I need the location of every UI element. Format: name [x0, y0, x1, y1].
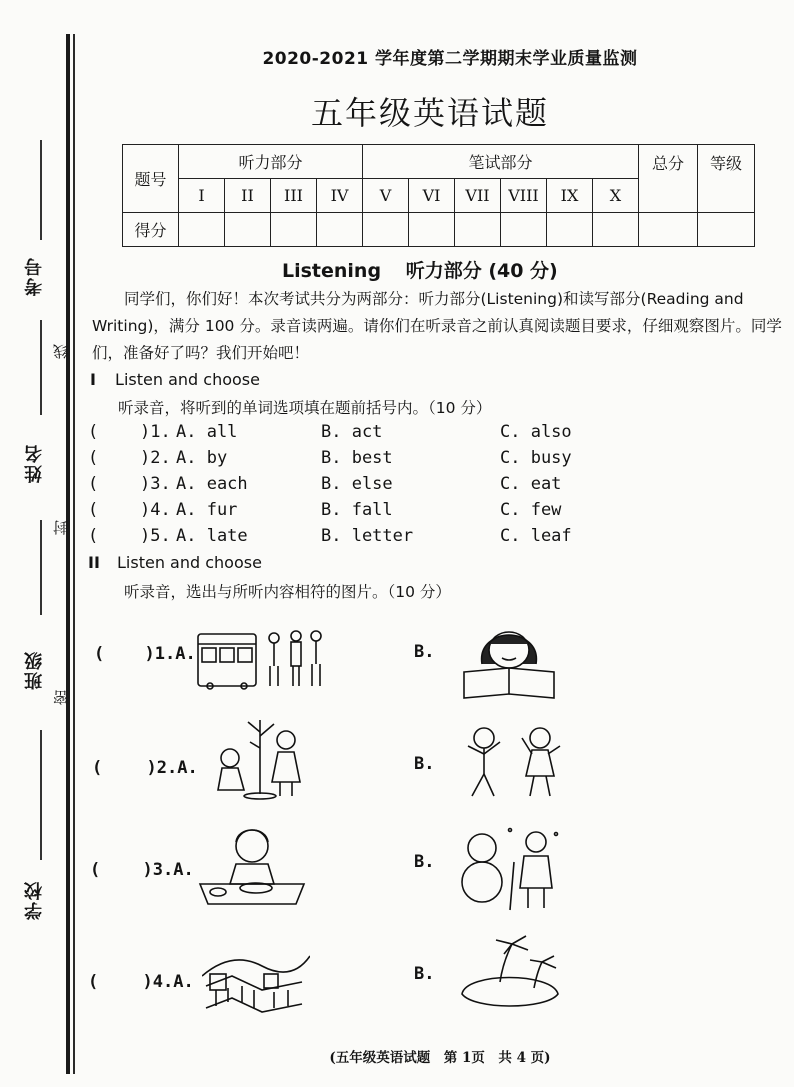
great-wall-picture[interactable]	[202, 946, 310, 1016]
bus-window	[202, 648, 216, 662]
col-header: X	[593, 179, 639, 213]
score-cell[interactable]	[179, 213, 225, 247]
palm-leaves	[530, 956, 556, 968]
answer-paren[interactable]: (	[88, 972, 99, 992]
bowl	[210, 888, 226, 896]
score-cell[interactable]	[363, 213, 409, 247]
col-header: VII	[455, 179, 501, 213]
score-cell[interactable]	[547, 213, 593, 247]
answer-paren[interactable]: (	[88, 474, 99, 494]
kids-exercising-picture[interactable]	[460, 724, 566, 800]
exercising-girl	[522, 728, 560, 796]
col-header: IX	[547, 179, 593, 213]
question-row	[88, 448, 778, 472]
wall-bricks	[216, 986, 288, 1008]
table	[200, 884, 304, 904]
intro-paragraph: 同学们，你们好！本次考试共分为两部分：听力部分(Listening)和读写部分(Reading and Writing)，满分 100 分。录音读两遍。请你们在听录音之前认真阅读题目要求，仔细观察图片。同学们，准备好了吗？我们开始吧！	[92, 290, 782, 362]
bus-window	[238, 648, 252, 662]
score-cell[interactable]	[317, 213, 363, 247]
part2-number: II	[88, 553, 100, 572]
question-number: )4.	[140, 500, 171, 520]
answer-paren[interactable]: (	[92, 758, 103, 778]
tree-branches	[248, 722, 274, 748]
question-number: )1.	[140, 422, 171, 442]
snowflake	[509, 829, 512, 832]
exercising-boy	[468, 728, 500, 796]
seal-char-line: 线	[52, 344, 70, 359]
exam-no-label: 考号	[24, 256, 45, 296]
option-c: C. also	[500, 422, 572, 442]
kid-figure	[311, 631, 321, 686]
binding-rule-thick	[66, 34, 70, 1074]
option-b: B. fall	[321, 500, 393, 520]
option-b: B. best	[321, 448, 393, 468]
wall-top	[206, 976, 302, 990]
score-cell[interactable]	[271, 213, 317, 247]
shovel	[510, 862, 514, 910]
palm-island-picture[interactable]	[456, 932, 564, 1012]
mountain-ridge	[202, 956, 310, 976]
option-c: C. eat	[500, 474, 562, 494]
grade-cell[interactable]	[698, 213, 755, 247]
option-a: A. all	[176, 422, 238, 442]
school-blank[interactable]	[40, 730, 42, 860]
question-number: )2.A.	[146, 758, 198, 778]
option-b-label: B.	[414, 852, 435, 872]
col-header: V	[363, 179, 409, 213]
class-label: 班级	[24, 650, 45, 690]
planting-tree-picture[interactable]	[208, 712, 306, 800]
question-row	[88, 422, 778, 446]
item-label-cell: 题号	[123, 145, 179, 213]
writing-group-header: 笔试部分	[363, 145, 639, 179]
option-b-label: B.	[414, 642, 435, 662]
option-b: B. letter	[321, 526, 414, 546]
col-header: VI	[409, 179, 455, 213]
question-row	[88, 500, 778, 524]
score-cell[interactable]	[501, 213, 547, 247]
page-footer: (五年级英语试题 第 1页 共 4 页)	[329, 1050, 551, 1066]
page-title: 五年级英语试题	[310, 94, 549, 132]
option-b: B. act	[321, 422, 383, 442]
kid-in-winter-clothes	[520, 832, 552, 908]
name-label: 姓名	[24, 443, 45, 483]
exam-no-blank[interactable]	[40, 140, 42, 240]
col-header: VIII	[501, 179, 547, 213]
exam-subtitle: 2020-2021 学年度第二学期期末学业质量监测	[262, 49, 638, 69]
kneeling-boy	[218, 749, 244, 790]
col-header: IV	[317, 179, 363, 213]
snowman-head	[468, 834, 496, 862]
part2-instruction: 听录音，选出与所听内容相符的图片。（10 分）	[124, 583, 451, 601]
answer-paren[interactable]: (	[90, 860, 101, 880]
total-header: 总分	[639, 145, 698, 213]
listening-group-header: 听力部分	[179, 145, 363, 179]
bus-body	[198, 634, 256, 686]
question-row	[88, 526, 778, 550]
snowman-kid-picture[interactable]	[458, 822, 562, 914]
watchtower	[264, 974, 278, 988]
bus-window	[220, 648, 234, 662]
section-heading-en: Listening	[282, 260, 382, 282]
kid-figure	[269, 633, 279, 686]
option-b-label: B.	[414, 964, 435, 984]
answer-paren[interactable]: (	[88, 526, 99, 546]
standing-girl	[272, 731, 300, 796]
face	[236, 830, 268, 862]
snowman-body	[462, 862, 502, 902]
palm-trunk	[534, 962, 542, 988]
option-c: C. few	[500, 500, 562, 520]
snowflake	[555, 833, 558, 836]
part2-title-text: Listen and choose	[117, 553, 262, 572]
option-a: A. fur	[176, 500, 238, 520]
pic-question	[92, 758, 198, 778]
option-c: C. busy	[500, 448, 572, 468]
question-number: )5.	[140, 526, 171, 546]
seal-char-seal: 封	[52, 520, 70, 535]
col-header: III	[271, 179, 317, 213]
binding-rule-thin	[73, 34, 75, 1074]
name-blank[interactable]	[40, 320, 42, 415]
option-a: A. late	[176, 526, 248, 546]
answer-paren[interactable]: (	[94, 644, 105, 664]
part2-title	[88, 553, 262, 572]
part1-number: I	[90, 370, 96, 389]
question-number: )1.A.	[144, 644, 196, 664]
body	[230, 864, 274, 884]
score-cell[interactable]	[455, 213, 501, 247]
col-header: I	[179, 179, 225, 213]
part1-instruction: 听录音，将听到的单词选项填在题前括号内。（10 分）	[118, 399, 492, 417]
question-number: )4.A.	[142, 972, 194, 992]
section-heading-cn: 听力部分 (40 分)	[405, 260, 558, 282]
palm-trunk	[500, 944, 512, 982]
palm-leaves	[496, 936, 528, 954]
score-cell[interactable]	[409, 213, 455, 247]
score-cell[interactable]	[593, 213, 639, 247]
school-label: 学校	[24, 880, 45, 920]
question-number: )3.	[140, 474, 171, 494]
pic-question	[90, 860, 194, 880]
option-c: C. leaf	[500, 526, 572, 546]
section-heading	[282, 256, 558, 283]
part1-title	[90, 370, 260, 389]
score-table	[122, 144, 755, 247]
option-a: A. by	[176, 448, 228, 468]
pic-question	[88, 972, 194, 992]
bus-and-kids-picture[interactable]	[196, 624, 326, 690]
answer-paren[interactable]: (	[88, 500, 99, 520]
class-blank[interactable]	[40, 520, 42, 615]
girl-eating-picture[interactable]	[196, 824, 308, 908]
question-number: )3.A.	[142, 860, 194, 880]
score-cell[interactable]	[225, 213, 271, 247]
part1-title-text: Listen and choose	[115, 370, 260, 389]
kid-figure	[291, 631, 301, 686]
question-number: )2.	[140, 448, 171, 468]
question-row	[88, 474, 778, 498]
option-b-label: B.	[414, 754, 435, 774]
island	[462, 978, 558, 1007]
pic-question	[94, 644, 196, 664]
girl-reading-picture[interactable]	[458, 620, 560, 700]
total-cell[interactable]	[639, 213, 698, 247]
option-b: B. else	[321, 474, 393, 494]
answer-paren[interactable]: (	[88, 422, 99, 442]
col-header: II	[225, 179, 271, 213]
hair	[236, 830, 268, 842]
option-a: A. each	[176, 474, 248, 494]
grade-header: 等级	[698, 145, 755, 213]
score-label-cell: 得分	[123, 213, 179, 247]
seal-char-secret: 密	[52, 690, 70, 705]
answer-paren[interactable]: (	[88, 448, 99, 468]
